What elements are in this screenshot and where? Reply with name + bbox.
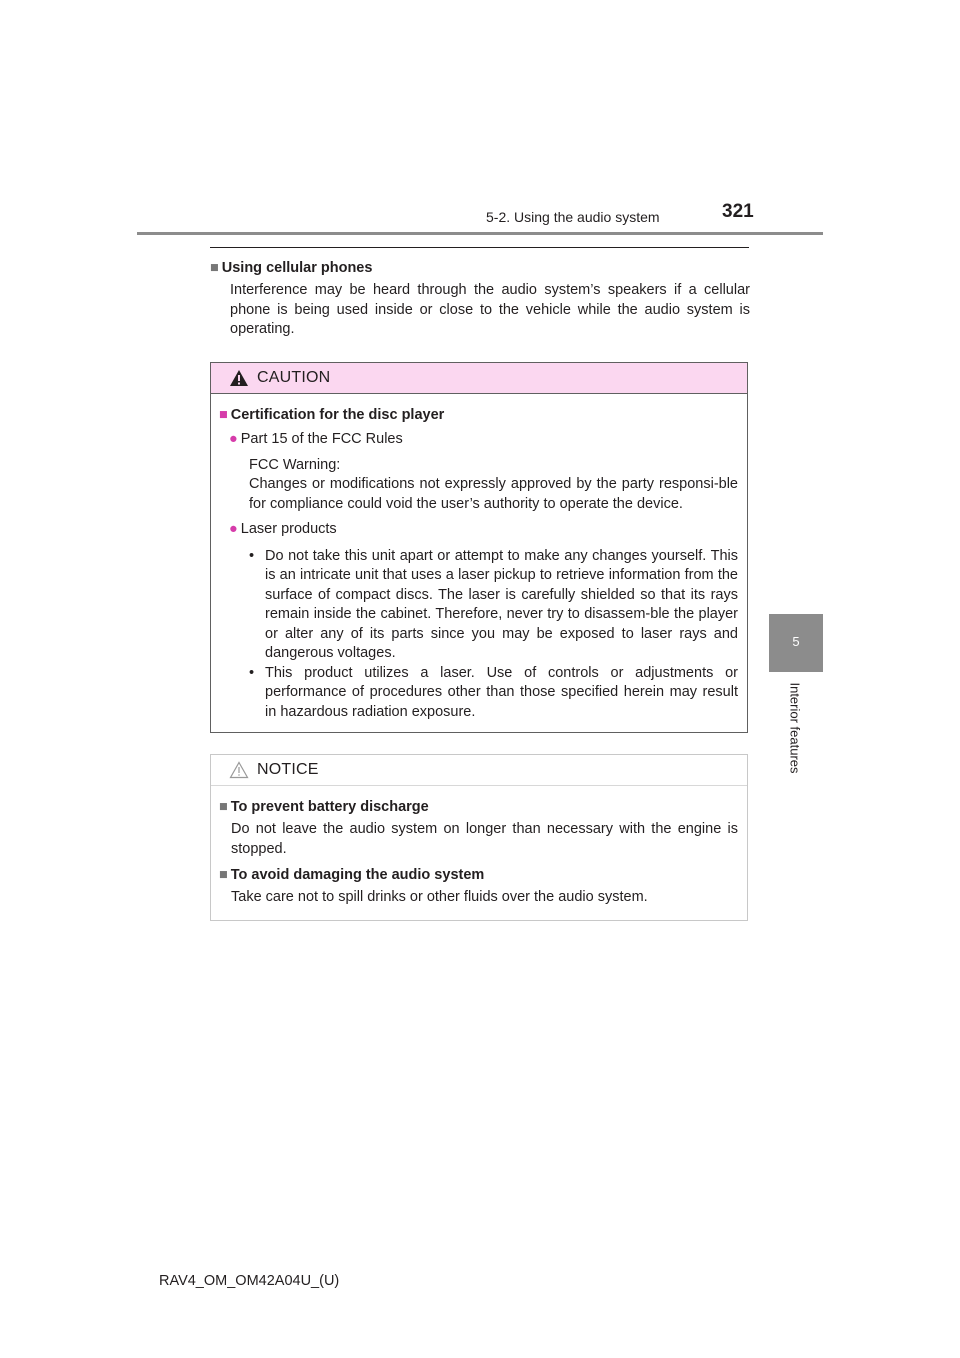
- caution-heading-text: Certification for the disc player: [230, 407, 445, 423]
- cellular-section: [210, 259, 750, 340]
- notice-label: NOTICE: [257, 761, 319, 778]
- square-bullet-icon: ■: [210, 260, 219, 276]
- chapter-tab: [769, 614, 823, 672]
- notice-box: [210, 754, 748, 921]
- caution-box: [210, 362, 748, 733]
- caution-bullet-fcc: [229, 430, 738, 450]
- square-bullet-icon: ■: [219, 407, 228, 423]
- dot-bullet-icon: •: [249, 664, 255, 681]
- page-number: 321: [722, 201, 754, 222]
- cellular-heading-text: Using cellular phones: [221, 260, 373, 276]
- header-section-title: 5-2. Using the audio system: [486, 209, 660, 225]
- notice-heading-text: To prevent battery discharge: [230, 799, 429, 815]
- warning-triangle-icon: [229, 369, 249, 387]
- notice-heading: [219, 798, 738, 817]
- laser-sub-item-text: Do not take this unit apart or attempt to make any changes yourself. This is an intricate unit that uses a laser pickup to retrieve information from the surface of compact discs. The laser is carefully shielded so that its rays remain inside the cabinet. Therefore, never try to disassem-ble the player or alter any of its parts since you may be exposed to laser rays and dangerous voltages.: [265, 547, 738, 661]
- cellular-text: Interference may be heard through the audio system’s speakers if a cellular phone is being used inside or close to the vehicle while the audio system is operating.: [230, 282, 750, 337]
- fcc-bullet-text: Part 15 of the FCC Rules: [240, 431, 403, 447]
- caution-body: [211, 394, 747, 722]
- laser-bullet-text: Laser products: [240, 521, 337, 537]
- laser-sub-item: [249, 547, 738, 664]
- notice-body: [211, 786, 747, 908]
- notice-text: Take care not to spill drinks or other fluids over the audio system.: [231, 889, 648, 905]
- notice-heading-text: To avoid damaging the audio system: [230, 867, 485, 883]
- square-bullet-icon: ■: [219, 867, 228, 883]
- circle-bullet-icon: ●: [229, 521, 238, 537]
- notice-heading: [219, 866, 738, 885]
- fcc-warning-label: FCC Warning:: [249, 456, 341, 473]
- footer-code: RAV4_OM_OM42A04U_(U): [159, 1273, 340, 1289]
- fcc-warning-text: Changes or modifications not expressly approved by the party responsi-ble for compliance could void the user’s authority to operate the device.: [249, 476, 738, 512]
- laser-sub-item-text: This product utilizes a laser. Use of controls or adjustments or performance of procedures other than those specified herein may result in hazardous radiation exposure.: [265, 664, 738, 720]
- header-rule: [137, 232, 823, 235]
- caution-bullet-laser: [229, 520, 738, 540]
- notice-triangle-icon: [229, 761, 249, 779]
- dot-bullet-icon: •: [249, 547, 255, 564]
- square-bullet-icon: ■: [219, 799, 228, 815]
- caution-label: CAUTION: [257, 369, 331, 386]
- notice-text: Do not leave the audio system on longer than necessary with the engine is stopped.: [231, 821, 738, 857]
- chapter-title-vertical: Interior features: [787, 682, 803, 774]
- cellular-heading: [210, 259, 750, 278]
- laser-sub-item: [249, 664, 738, 723]
- caution-heading: [219, 406, 738, 425]
- content-rule: [210, 247, 749, 248]
- chapter-number: 5: [792, 634, 800, 649]
- notice-header: [211, 755, 747, 786]
- caution-header: [211, 363, 747, 394]
- circle-bullet-icon: ●: [229, 431, 238, 447]
